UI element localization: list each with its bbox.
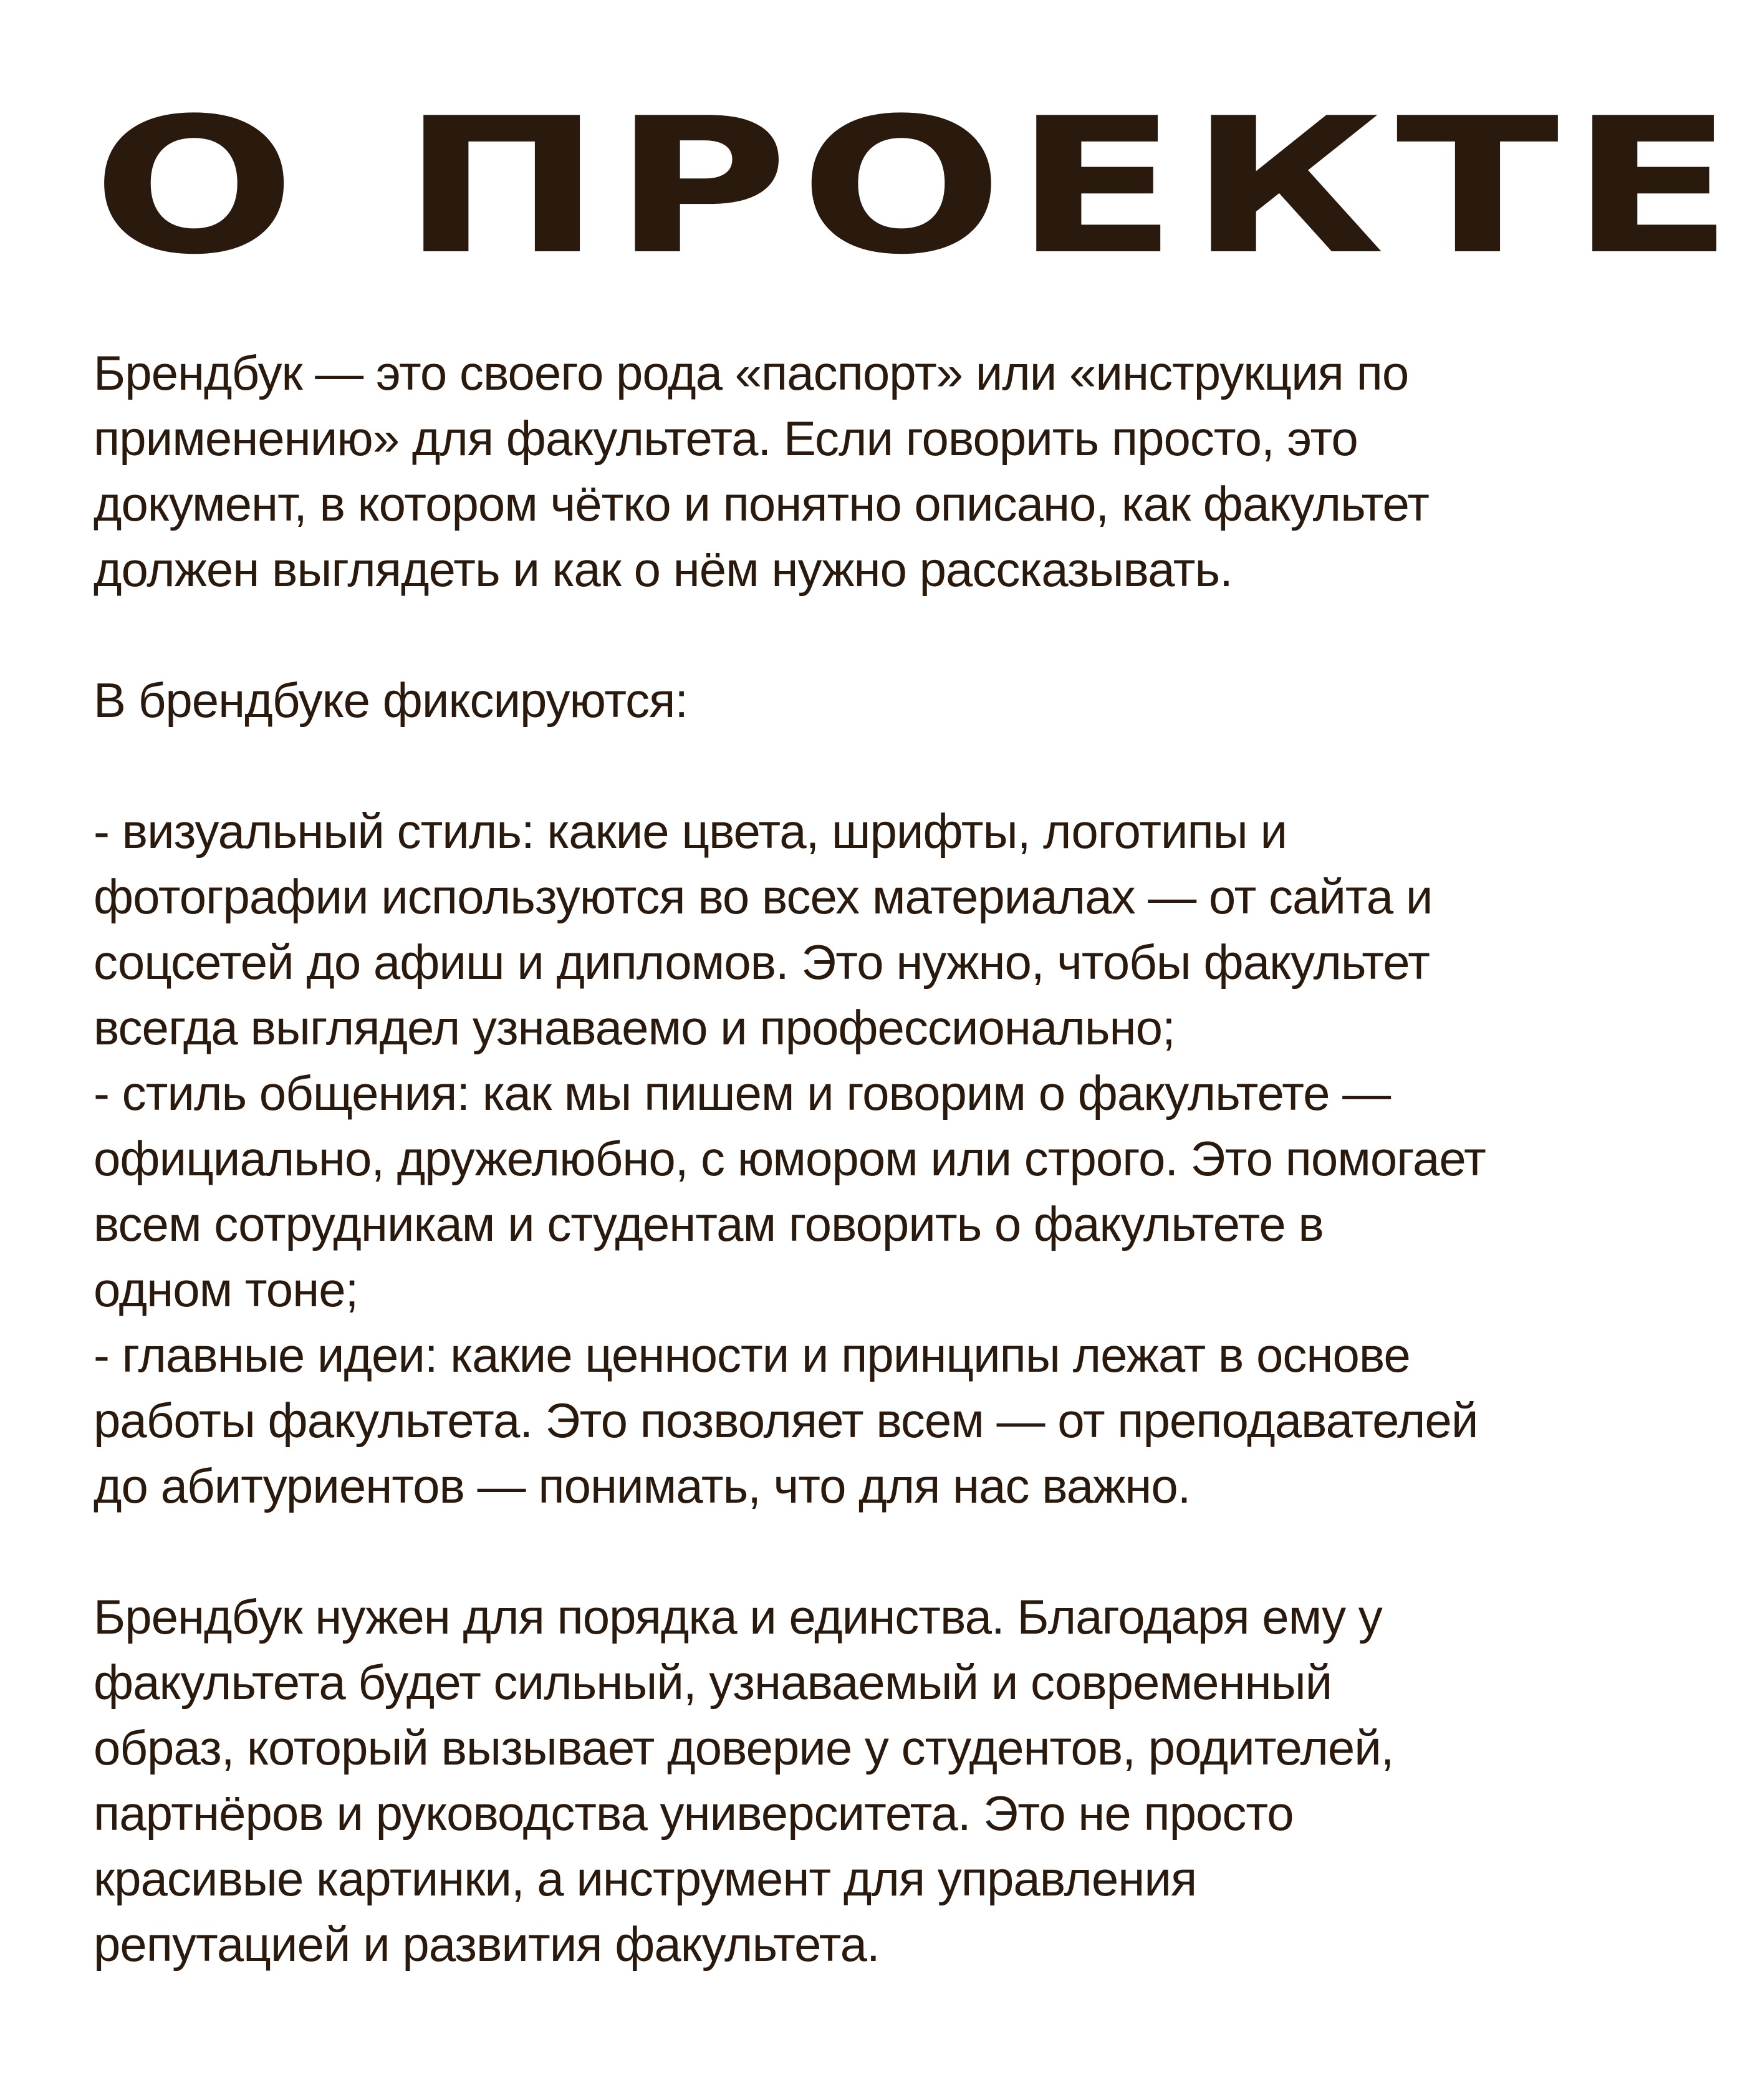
list-line: всем сотрудникам и студентам говорить о факультете в <box>94 1197 1324 1251</box>
list-line: официально, дружелюбно, с юмором или строго. Это помогает <box>94 1131 1486 1186</box>
paragraph-gap <box>94 1519 1421 1584</box>
paragraph-line: красивые картинки, а инструмент для управления <box>94 1851 1197 1906</box>
list-line: до абитуриентов — понимать, что для нас важно. <box>94 1458 1191 1513</box>
list-line: фотографии используются во всех материалах — от сайта и <box>94 869 1433 924</box>
list-line: одном тоне; <box>94 1262 358 1317</box>
paragraph-line: Брендбук нужен для порядка и единства. Благодаря ему у <box>94 1589 1382 1644</box>
page-title: О ПРОЕКТЕ <box>92 78 1745 296</box>
list-line: работы факультета. Это позволяет всем — от преподавателей <box>94 1393 1478 1448</box>
paragraph-line: Брендбук — это своего рода «паспорт» или «инструкция по <box>94 345 1409 400</box>
list-line: всегда выглядел узнаваемо и профессионально; <box>94 1000 1175 1055</box>
paragraph-line: партнёров и руководства университета. Это не просто <box>94 1786 1294 1841</box>
list-line: - главные идеи: какие ценности и принципы лежат в основе <box>94 1327 1410 1382</box>
paragraph-line: образ, который вызывает доверие у студентов, родителей, <box>94 1720 1394 1775</box>
list-intro: В брендбуке фиксируются: <box>94 673 688 728</box>
paragraph-line: репутацией и развития факультета. <box>94 1917 880 1972</box>
paragraph-line: применению» для факультета. Если говорить просто, это <box>94 411 1358 466</box>
list-line: - стиль общения: как мы пишем и говорим о факультете — <box>94 1066 1391 1120</box>
paragraph-line: факультета будет сильный, узнаваемый и современный <box>94 1655 1332 1710</box>
paragraph-gap <box>94 733 1421 799</box>
body-text <box>94 340 1486 1977</box>
list-line: - визуальный стиль: какие цвета, шрифты, логотипы и <box>94 804 1287 859</box>
paragraph-line: должен выглядеть и как о нём нужно рассказывать. <box>94 542 1233 597</box>
paragraph-line: документ, в котором чётко и понятно описано, как факультет <box>94 476 1430 531</box>
list-line: соцсетей до афиш и дипломов. Это нужно, чтобы факультет <box>94 935 1430 990</box>
paragraph-gap <box>94 602 1421 668</box>
